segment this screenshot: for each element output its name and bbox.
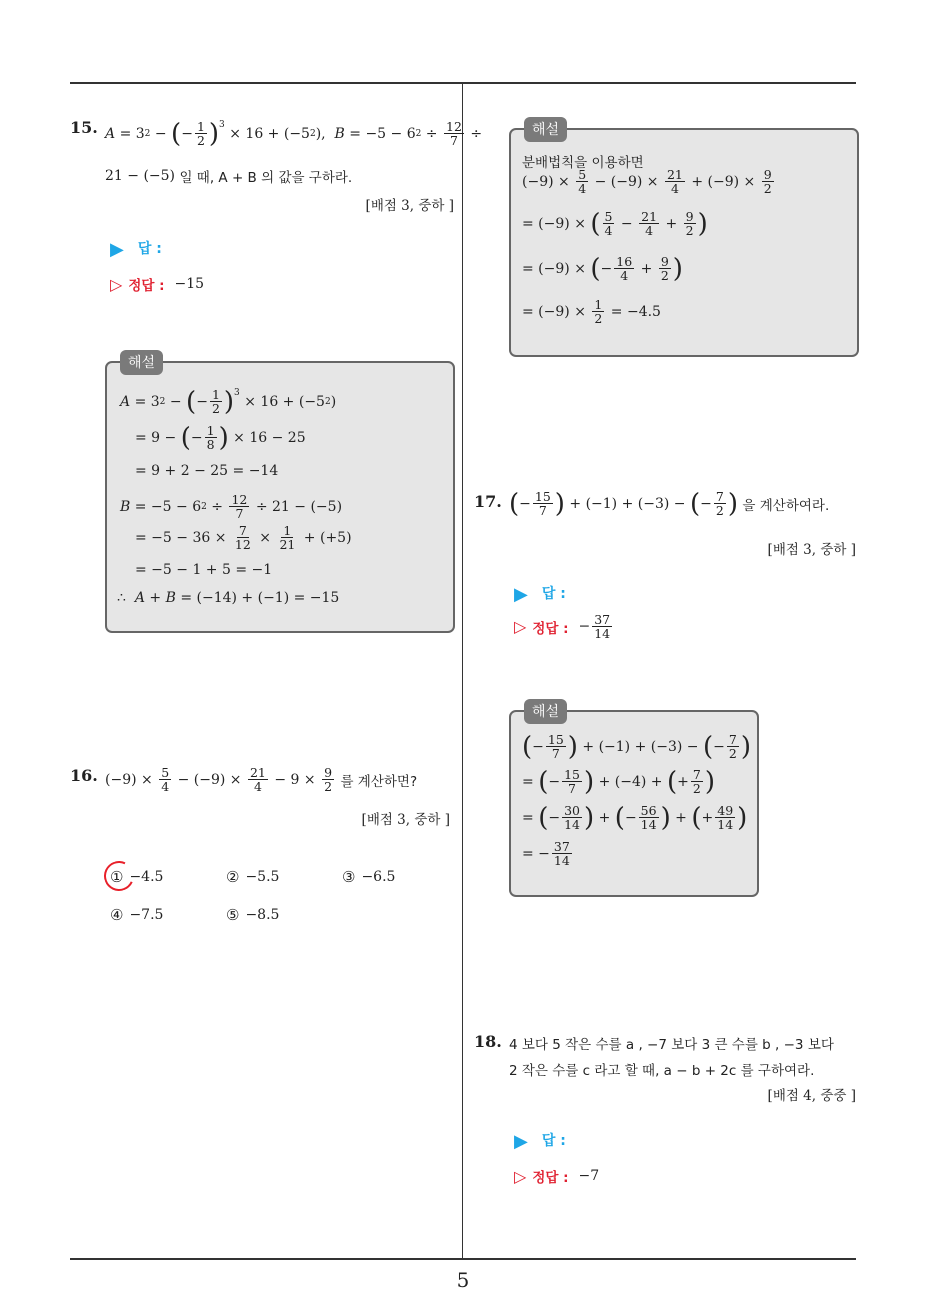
explanation-16-line5: = (−9) × 1 2 = −4.5 (522, 297, 661, 327)
correct-row-15 (110, 274, 204, 294)
question-number-15: 15. (70, 118, 98, 137)
question-18-meta: [배점 4, 중중 ] (767, 1088, 856, 1104)
explanation-16-line2: (−9) × 5 4 − (−9) × 21 4 + (−9) × 9 2 (522, 167, 772, 197)
correct-answer-18: −7 (578, 1168, 600, 1184)
choice-5[interactable] (226, 906, 279, 924)
explanation-tag-16: 해설 (524, 117, 567, 142)
choice-1-mark: ① (110, 868, 124, 886)
choice-3-mark: ③ (342, 868, 356, 886)
choice-1[interactable] (110, 868, 163, 886)
question-18-line1: 4 보다 5 작은 수를 a , −7 보다 3 큰 수를 b , −3 보다 (509, 1037, 834, 1053)
answer-label: 답 : (541, 1133, 566, 1149)
question-number-18: 18. (474, 1032, 502, 1051)
explanation-17-line3: = ( − 30 14 ) + ( − 56 14 ) + ( + 49 14 ) (522, 802, 748, 833)
explanation-15-line4: B = −5 − 6 2 ÷ 12 7 ÷ 21 − (−5) (120, 492, 343, 522)
bottom-rule (70, 1258, 856, 1260)
choice-1-value: −4.5 (129, 869, 164, 885)
correct-answer-15: −15 (174, 276, 205, 292)
question-16-meta: [배점 3, 중하 ] (361, 812, 450, 828)
question-number-17: 17. (474, 492, 502, 511)
choice-3[interactable] (342, 868, 395, 886)
choice-2-value: −5.5 (245, 869, 280, 885)
correct-row-18 (514, 1166, 599, 1186)
question-number-16: 16. (70, 766, 98, 785)
answer-label: 답 : (541, 586, 566, 602)
explanation-15-line7: ∴ A + B = (−14) + (−1) = −15 (117, 590, 340, 606)
explanation-15-line3: = 9 + 2 − 25 = −14 (135, 463, 279, 479)
answer-label: 답 : (137, 241, 162, 257)
answer-row-17 (514, 583, 566, 605)
triangle-outline-icon: ▷ (514, 1166, 527, 1186)
choice-4[interactable] (110, 906, 163, 924)
explanation-15-line5: = −5 − 36 × 7 12 × 1 21 + (+5) (135, 523, 352, 553)
question-16-text: 를 계산하면? (340, 773, 418, 790)
answer-row-18 (514, 1130, 566, 1152)
explanation-tag-15: 해설 (120, 350, 163, 375)
question-17-text: 을 계산하여라. (742, 497, 830, 514)
correct-label: 정답 : (532, 620, 569, 637)
question-17-line: ( − 15 7 ) + (−1) + (−3) − ( − 7 2 ) 을 계산하여라. (509, 488, 830, 519)
play-icon: ▶ (110, 239, 124, 260)
question-15-line2-text: 일 때, A + B 의 값을 구하라. (179, 170, 353, 186)
choice-2-mark: ② (226, 868, 240, 886)
choice-4-value: −7.5 (129, 907, 164, 923)
explanation-tag-17: 해설 (524, 699, 567, 724)
page-number: 5 (456, 1268, 470, 1292)
question-16-line: (−9) × 5 4 − (−9) × 21 4 − 9 × 9 2 를 계산하면? (105, 765, 418, 795)
explanation-15-line1: A = 3 2 − ( − 1 2 ) $^3$ × 16 + (−5 $_2$ ) (120, 386, 337, 417)
explanation-17-line2: = ( − 15 7 ) + (−4) + ( + 7 2 ) (522, 766, 715, 797)
choice-5-value: −8.5 (245, 907, 280, 923)
correct-answer-17: − $\frac{37}{14}$ (578, 612, 611, 642)
correct-row-17 (514, 613, 614, 640)
explanation-15-line2: = 9 − ( − 1 8 ) × 16 − 25 (135, 422, 306, 453)
question-15-meta: [배점 3, 중하 ] (365, 198, 454, 214)
question-15-line2-math: 21 − (−5) (105, 168, 176, 184)
explanation-16-line3: = (−9) × ( 5 4 − 21 4 + 9 2 ) (522, 208, 708, 239)
correct-label: 정답 : (128, 278, 165, 294)
question-17-meta: [배점 3, 중하 ] (767, 542, 856, 558)
explanation-17-line4: = − 37 14 (522, 839, 570, 869)
question-18-line2: 2 작은 수를 c 라고 할 때, a − b + 2c 를 구하여라. (509, 1063, 815, 1079)
explanation-16-line1: 분배법칙을 이용하면 (522, 155, 644, 171)
explanation-16-line4: = (−9) × ( − 16 4 + 9 2 ) (522, 253, 683, 284)
correct-label: 정답 : (532, 1170, 569, 1186)
play-icon: ▶ (514, 584, 528, 605)
question-15-line2 (105, 166, 352, 186)
answer-row-15 (110, 238, 162, 260)
triangle-outline-icon: ▷ (110, 274, 123, 294)
choice-2[interactable] (226, 868, 279, 886)
question-15-line1: A = 3 2 − ( − 1 2 ) $^3$ × 16 + (−5 $_2$ ), B = −5 − 6 2 ÷ 12 7 ÷ (105, 118, 483, 149)
column-divider (462, 84, 463, 1260)
top-rule (70, 82, 856, 84)
explanation-15-line6: = −5 − 1 + 5 = −1 (135, 562, 273, 578)
play-icon: ▶ (514, 1131, 528, 1152)
choice-4-mark: ④ (110, 906, 124, 924)
triangle-outline-icon: ▷ (514, 617, 527, 637)
choice-5-mark: ⑤ (226, 906, 240, 924)
choice-3-value: −6.5 (361, 869, 396, 885)
explanation-17-line1: ( − 15 7 ) + (−1) + (−3) − ( − 7 2 ) (522, 731, 751, 762)
